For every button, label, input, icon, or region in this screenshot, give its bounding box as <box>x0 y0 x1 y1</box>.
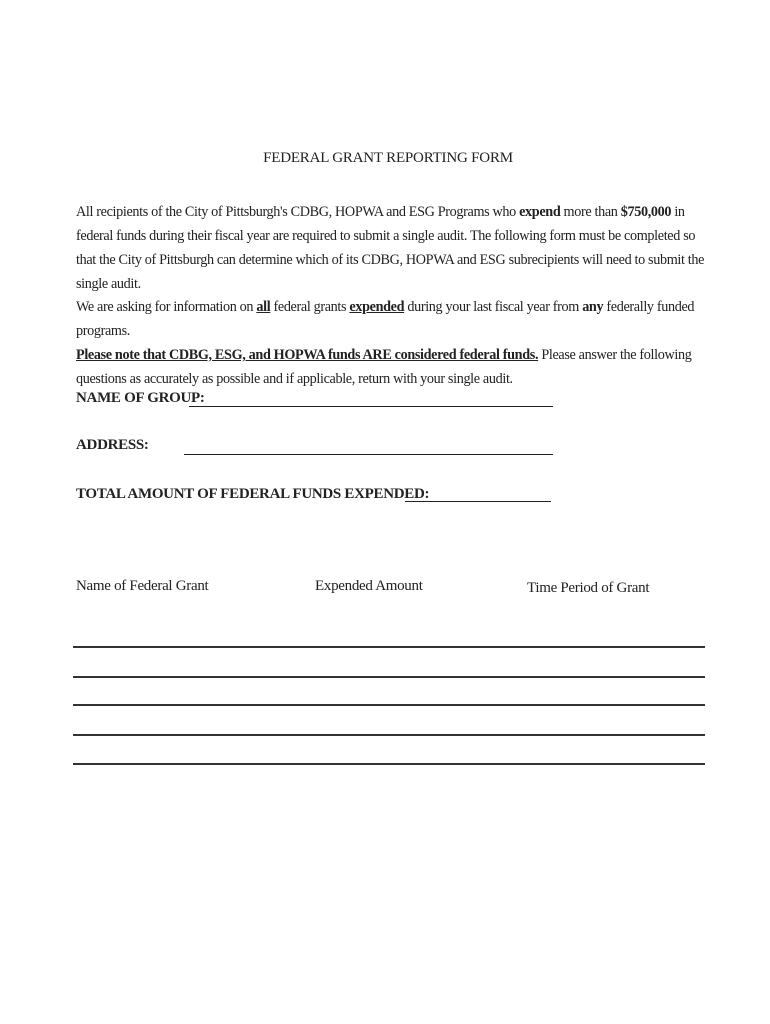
table-row[interactable] <box>73 646 705 648</box>
total-amount-label: TOTAL AMOUNT OF FEDERAL FUNDS EXPENDED: <box>76 486 430 502</box>
form-title: FEDERAL GRANT REPORTING FORM <box>263 150 513 166</box>
intro-paragraph: All recipients of the City of Pittsburgh's CDBG, HOPWA and ESG Programs who expend more than $750,000 in federal funds during their fiscal year are required to submit a single audit. The following form must be completed so that the City of Pittsburgh can determine which of its CDBG, HOPWA and ESG subrecipients will need to submit the single audit. <box>76 204 705 292</box>
column-header-grant-name: Name of Federal Grant <box>76 578 209 594</box>
table-row[interactable] <box>73 763 705 765</box>
address-label: ADDRESS: <box>76 437 149 453</box>
table-row[interactable] <box>73 704 705 706</box>
column-header-expended-amount: Expended Amount <box>315 578 423 594</box>
name-of-group-label: NAME OF GROUP: <box>76 390 205 406</box>
federal-funds-note: Please note that CDBG, ESG, and HOPWA funds ARE considered federal funds. <box>76 347 539 363</box>
total-amount-field[interactable] <box>405 501 551 502</box>
column-header-time-period: Time Period of Grant <box>527 580 650 596</box>
address-field[interactable] <box>184 454 553 455</box>
table-row[interactable] <box>73 676 705 678</box>
table-row[interactable] <box>73 734 705 736</box>
request-paragraph: We are asking for information on all federal grants expended during your last fiscal year from any federally funded programs. Please note that CDBG, ESG, and HOPWA funds ARE considered federal funds. Please answer the following questions as accurately as possible and if applicable, return with your single audit. <box>76 299 695 387</box>
name-of-group-field[interactable] <box>189 406 553 407</box>
